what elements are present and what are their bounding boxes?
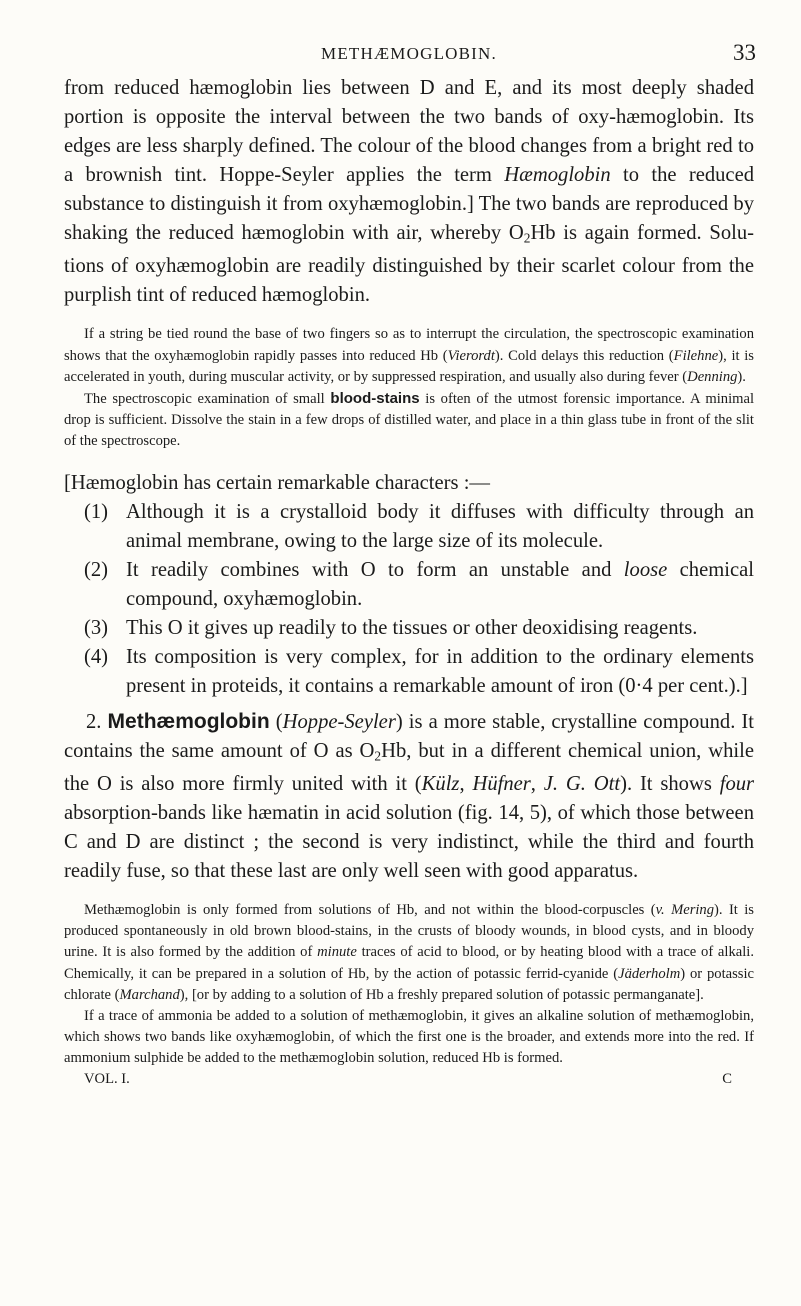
page-footer [64,1070,754,1088]
note-ammonia: If a trace of ammonia be added to a solution of methæmoglobin, it gives an alkaline solution of methæmoglobin, which shows two bands like oxyhæmoglobin, of which the first one is the broader, and extends more into the red. If ammonium sulphide be added to the methæmoglobin solution, reduced Hb is formed. [64,1007,754,1067]
signature-mark: C [722,1070,732,1087]
list-item: (2) It readily combines with O to form an unstable and loose chemical compound, oxyhæmoglobin. [84,558,754,610]
page-header [64,24,754,64]
note-circulation: If a string be tied round the base of two fingers so as to interrupt the circulation, the spectroscopic examination shows that the oxyhæmoglobin rapidly passes into reduced Hb (Vierordt). Cold delays this reduction (Filehne), it is accelerated in youth, during muscular activity, or by suppressed respiration, and usually also during fever (Denning). [64,326,754,385]
characters-list [64,498,754,701]
volume-label: VOL. I. [84,1070,130,1087]
running-title: METHÆMOGLOBIN. [321,44,497,63]
paragraph-reduced-haemoglobin: from reduced hæmoglobin lies between D and E, and its most deeply shaded portion is opposite the interval between the two bands of oxy-hæmoglobin. Its edges are less sharply defined. The colour of the blood changes from a bright red to a brownish tint. Hoppe-Seyler applies the term Hæmoglobin to the reduced substance to distinguish it from oxyhæmoglobin.] The two bands are reproduced by shaking the reduced hæmoglobin with air, whereby $O_2Hb$ is again formed. Solu-tions of oxyhæmoglobin are readily distinguished by their scarlet colour from the purplish tint of reduced hæmoglobin. [64,77,755,307]
page-number: 33 [733,40,756,65]
note-methaemoglobin-formation: Methæmoglobin is only formed from solutions of Hb, and not within the blood-corpuscles (v. Mering). It is produced spontaneously in old brown blood-stains, in the crusts of bloody wounds, in blood cysts, and in bloody urine. It is also formed by the addition of minute traces of acid to blood, or by heating blood with a trace of alkali. Chemically, it can be prepared in a solution of Hb, by the action of potassic ferrid-cyanide (Jäderholm) or potassic chlorate (Marchand), [or by adding to a solution of Hb a freshly prepared solution of potassic permanganate]. [64,901,754,1003]
book-page [64,24,754,1088]
list-item: (3) This O it gives up readily to the tissues or other deoxidising reagents. [84,616,698,639]
list-item: (4) Its composition is very complex, for in addition to the ordinary elements present in proteids, it contains a remarkable amount of iron (0·4 per cent.).] [84,645,754,697]
paragraph-methaemoglobin: 2. Methæmoglobin (Hoppe-Seyler) is a more stable, crystalline compound. It contains the same amount of O as $O_2Hb$, but in a different chemical union, while the O is also more firmly united with it (Külz, Hüfner, J. G. Ott). It shows four absorption-bands like hæmatin in acid solution (fig. 14, 5), of which those between C and D are distinct ; the second is very indistinct, while the third and fourth readily fuse, so that these last are only well seen with good apparatus. [64,709,755,882]
list-item: (1) Although it is a crystalloid body it diffuses with difficulty through an animal membrane, owing to the large size of its molecule. [84,500,754,552]
note-blood-stains: The spectroscopic examination of small blood-stains is often of the utmost forensic importance. A minimal drop is sufficient. Dissolve the stain in a few drops of distilled water, and place in a thin glass tube in front of the slit of the spectroscope. [64,389,755,450]
characters-intro: [Hæmoglobin has certain remarkable characters :— [64,471,491,494]
